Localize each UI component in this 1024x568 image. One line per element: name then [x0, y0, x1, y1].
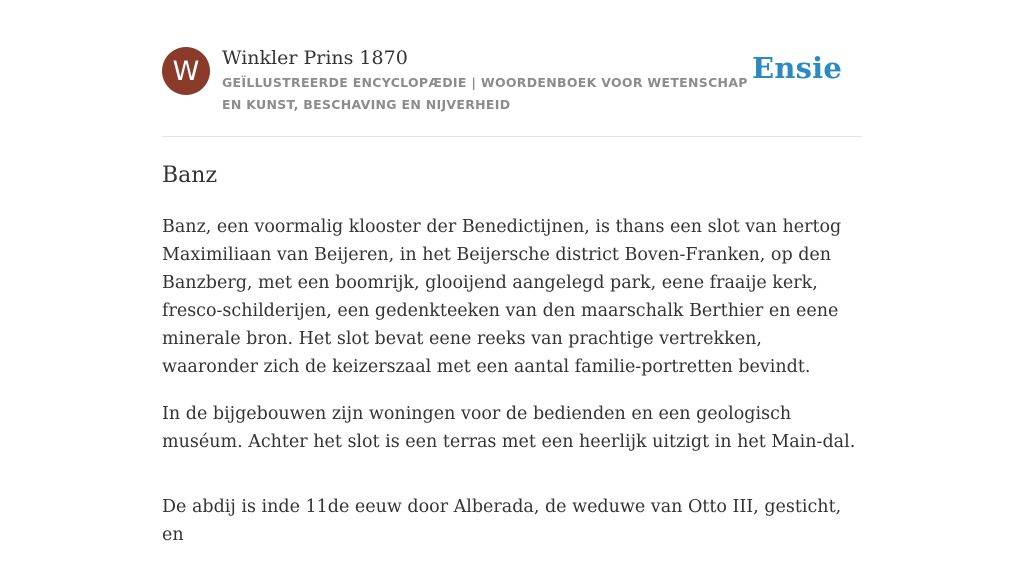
article-title: Banz	[162, 163, 218, 188]
source-subtitle: GEÏLLUSTREERDE ENCYCLOPÆDIE | WOORDENBOEK VOOR WETENSCHAP EN KUNST, BESCHAVING EN NIJVERHEID	[222, 75, 748, 112]
ensie-logo-link[interactable]: Ensie	[752, 51, 842, 85]
source-header	[162, 0, 862, 137]
source-title[interactable]: Winkler Prins 1870	[222, 47, 408, 69]
article-paragraph: Banz, een voormalig klooster der Benedictijnen, is thans een slot van hertog Maximiliaan van Beijeren, in het Beijersche district Boven-Franken, op den Banzberg, met een boomrijk, glooijend aangelegd park, eene fraaije kerk, fresco-schilderijen, een gedenkteeken van den maarschalk Berthier en eene minerale bron. Het slot bevat eene reeks van prachtige vertrekken, waaronder zich de keizerszaal met een aantal familie-portretten bevindt.	[162, 217, 842, 377]
article	[162, 137, 862, 549]
source-avatar: W	[162, 47, 210, 95]
article-paragraph: De abdij is inde 11de eeuw door Alberada, de weduwe van Otto III, gesticht, en	[162, 497, 842, 545]
page-container	[162, 0, 862, 568]
article-paragraph: In de bijgebouwen zijn woningen voor de bedienden en een geologisch muséum. Achter het slot is een terras met een heerlijk uitzigt in het Main-dal.	[162, 404, 856, 452]
source-info	[222, 44, 752, 116]
